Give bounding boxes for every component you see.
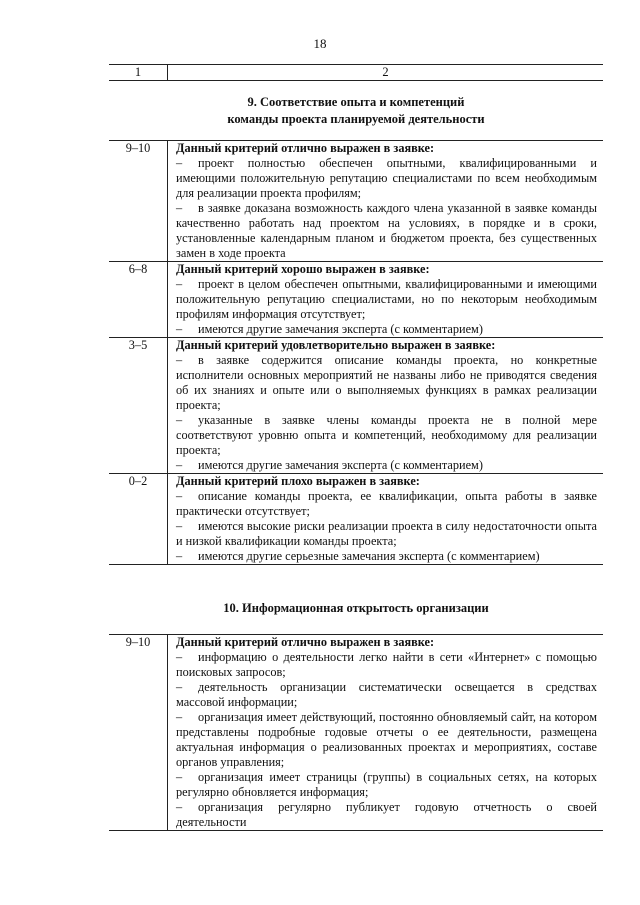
criterion-item: – организация регулярно публикует годовую отчетность о своей деятельности [176,800,597,829]
criterion-item: – имеются другие замечания эксперта (с комментарием) [176,322,483,336]
criterion-item: – имеются другие замечания эксперта (с комментарием) [176,458,483,472]
criterion-item: – указанные в заявке члены команды проекта не в полной мере соответствуют уровню опыта и компетенций, необходимому для реализации проекта; [176,413,597,457]
dash-bullet: – [176,549,183,563]
criterion-description [168,474,604,565]
dash-bullet: – [176,710,183,724]
dash-bullet: – [176,413,183,427]
dash-bullet: – [176,458,183,472]
dash-bullet: – [176,519,183,533]
criterion-item: – деятельность организации систематически освещается в средствах массовой информации; [176,680,597,709]
dash-bullet: – [176,156,183,170]
score-range: 3–5 [109,338,168,474]
criterion-item: – имеются другие серьезные замечания эксперта (с комментарием) [176,549,540,563]
criterion-item: – информацию о деятельности легко найти в сети «Интернет» с помощью поисковых запросов; [176,650,597,679]
dash-bullet: – [176,770,183,784]
dash-bullet: – [176,201,183,215]
page-number: 18 [313,36,327,51]
dash-bullet: – [176,277,183,291]
criterion-item: – проект в целом обеспечен опытными, квалифицированными и имеющими положительную репутацию специалистами, но по некоторым необходимым профилям информация отсутствует; [176,277,597,321]
criterion-description [168,635,604,831]
table-row [109,141,603,262]
criterion-item: – проект полностью обеспечен опытными, квалифицированными и имеющими положительную репутацию специалистами по всем необходимым для реализации проекта профилям; [176,156,597,200]
criterion-description [168,262,604,338]
section-9-title-line2: команды проекта планируемой деятельности [227,112,485,126]
criterion-item: – организация имеет страницы (группы) в социальных сетях, на которых регулярно обновляется информация; [176,770,597,799]
column-header-1: 1 [109,65,168,81]
score-range: 9–10 [109,141,168,262]
criterion-lead: Данный критерий отлично выражен в заявке: [176,141,435,155]
criterion-lead: Данный критерий удовлетворительно выражен в заявке: [176,338,496,352]
table-row [109,474,603,565]
criterion-lead: Данный критерий плохо выражен в заявке: [176,474,420,488]
section-10-title [109,600,603,617]
score-range: 0–2 [109,474,168,565]
section-9-title-line1: 9. Соответствие опыта и компетенций [247,95,465,109]
criterion-description [168,141,604,262]
dash-bullet: – [176,650,183,664]
table-row [109,338,603,474]
column-header-row [109,64,603,81]
dash-bullet: – [176,322,183,336]
score-range: 9–10 [109,635,168,831]
table-row [109,635,603,831]
dash-bullet: – [176,353,183,367]
criterion-item: – в заявке доказана возможность каждого члена указанной в заявке команды качественно работать над проектом на условиях, в порядке и в сроки, установленные календарным планом и бюджетом проекта, без существенных замен в ходе проекта [176,201,597,260]
column-header-2: 2 [168,65,604,81]
dash-bullet: – [176,800,183,814]
dash-bullet: – [176,489,183,503]
section-9-criteria-table [109,140,603,565]
dash-bullet: – [176,680,183,694]
criterion-item: – в заявке содержится описание команды проекта, но конкретные исполнители основных мероприятий не названы либо не приводятся сведения об их знаниях и опыте или о выполняемых функциях в рамках реализации проекта; [176,353,597,412]
section-9-title [109,94,603,128]
criterion-item: – имеются высокие риски реализации проекта в силу недостаточности опыта и низкой квалификации команды проекта; [176,519,597,548]
criterion-item: – организация имеет действующий, постоянно обновляемый сайт, на котором представлены подробные годовые отчеты о ее деятельности, размещена актуальная информация о реализованных проектах и мероприятиях, составе органов управления; [176,710,597,769]
section-10-title-line1: 10. Информационная открытость организации [223,601,489,615]
table-row [109,262,603,338]
criterion-item: – описание команды проекта, ее квалификации, опыта работы в заявке практически отсутствует; [176,489,597,518]
criterion-description [168,338,604,474]
score-range: 6–8 [109,262,168,338]
criterion-lead: Данный критерий хорошо выражен в заявке: [176,262,430,276]
section-10-criteria-table [109,634,603,831]
criterion-lead: Данный критерий отлично выражен в заявке: [176,635,435,649]
